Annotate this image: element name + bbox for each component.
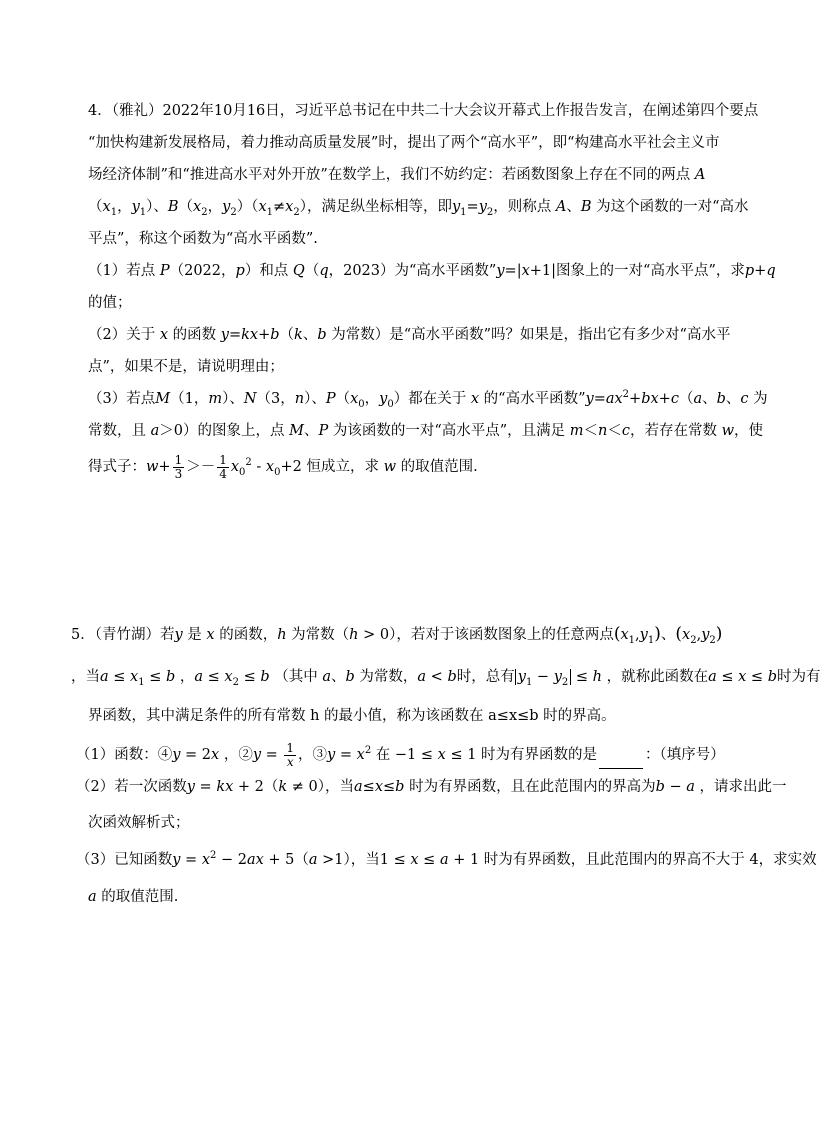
q5-text: 时，总有: [456, 669, 515, 685]
q4-text: “加快构建新发展格局，着力推动高质量发展”时，提出了两个“高水平”，即“构建高水平社会主义市: [88, 135, 720, 151]
q4-sub2: （2）关于 x 的函数 y=kx+b（k、b 为常数）是“高水平函数”吗？如果是，指出它有多少对“高水平: [88, 327, 731, 343]
q4-text: ，使: [734, 423, 764, 439]
q5-text: 的函数，: [219, 627, 278, 643]
q4-text: 为常数）是“高水平函数”吗？如果是，指出它有多少对“高水平: [331, 327, 731, 343]
q4-text: 2022年10月16日，习近平总书记在中共二十大会议开幕式上作报告发言，在阐述第四个要点: [162, 103, 759, 119]
fraction-one-quarter: $\frac{1}{4}$: [219, 452, 227, 481]
q5-text: 时为有界函数，且在此范围内的界高为: [409, 779, 656, 795]
q4-sub1-cont: [88, 293, 132, 313]
math-var: A: [694, 167, 706, 183]
fraction-one-over-x: $\frac{1}{x}$: [286, 740, 295, 769]
q5-text: ，请求出此一: [699, 779, 787, 795]
q5-text: ，就称此函数在: [606, 669, 709, 685]
q5-text: 界函数，其中满足条件的所有常数 h 的最小值，称为该函数在 a≤x≤b 时的界高。: [88, 708, 616, 724]
q4-sub3-cont2: 得式子：w+ $\frac{1}{3}$ ＞－ $\frac{1}{4}$ $x_0^2 - x_0+2$ 恒成立，求 w 的取值范围.: [88, 452, 478, 481]
q4-text: 点”，如果不是，请说明理由；: [88, 359, 284, 375]
q4-text: 恒成立，求: [306, 459, 379, 475]
q5-text: （3）已知函数: [76, 852, 173, 868]
q4-text: 图象上的一对“高水平点”，求: [556, 263, 745, 279]
q5-text: ，当: [71, 669, 100, 685]
q5-text: 在: [375, 747, 391, 763]
q5-line-2: ，当$a \le x_1 \le b$ ，$a \le x_2 \le b$ （其中 a、b 为常数，a < b时，总有 $y_1 - y_2 \le h$ ，就称此函数在a ≤ x ≤ b时为有: [71, 669, 821, 688]
q4-text: （3）若点: [88, 391, 156, 407]
q4-sub3-cont1: 常数，且 a＞0）的图象上，点 M、P 为该函数的一对“高水平点”，且满足 m＜n＜c，若存在常数 w，使: [88, 423, 764, 439]
q5-sub2-cont: [88, 813, 190, 833]
q4-text: （2）关于: [88, 327, 156, 343]
answer-blank[interactable]: [599, 754, 643, 769]
q5-sub3-cont: a 的取值范围.: [88, 889, 179, 905]
q4-text: 的取值范围.: [400, 459, 478, 475]
q5-text: ，当: [325, 779, 355, 795]
q4-line-2: [88, 133, 720, 153]
q5-text: （其中: [274, 669, 318, 685]
q5-text: （2）若一次函数: [76, 779, 187, 795]
q5-text: 的取值范围.: [101, 889, 179, 905]
q5-line-3: [88, 706, 616, 726]
q5-text: ，③: [298, 747, 328, 763]
q4-sub1: （1）若点 P（2022，p）和点 Q（q，2023）为“高水平函数”y=|x+1|图象上的一对“高水平点”，求p+q: [88, 263, 776, 279]
q4-text: 的值；: [88, 295, 132, 311]
q4-text: 常数，且: [88, 423, 146, 439]
q4-text: 为“高水平函数”: [394, 263, 497, 279]
q5-text: ，若对于该函数图象上的任意两点: [396, 627, 614, 643]
q5-text: 时为有界函数，且此范围内的界高不大于 4，求实效: [483, 852, 817, 868]
fraction-one-third: $\frac{1}{3}$: [174, 452, 183, 481]
q4-sub3: （3）若点M（1，m）、N（3，n）、$P(x_0$，$y_0$）都在关于 x 的“高水平函数$”y=ax^2+bx+c(a$、b、c 为: [88, 389, 768, 410]
q5-text: 时为有: [777, 669, 821, 685]
q4-line-1: [88, 101, 758, 121]
q5-text: 为常数: [291, 627, 335, 643]
q4-number: 4．: [88, 103, 112, 119]
q4-text: （1）若点: [88, 263, 156, 279]
q4-sub2-cont: [88, 357, 284, 377]
q4-text: ，若存在常数: [630, 423, 717, 439]
q4-text: 为: [753, 391, 768, 407]
q5-number: 5．: [71, 627, 95, 643]
q5-line-1: 5．（青竹湖）若y 是 x 的函数，h 为常数（h > 0），若对于该函数图象上的任意两点$(x_1,y_1)$、$(x_2,y_2)$: [71, 624, 723, 646]
q5-text: （1）函数：④: [76, 747, 173, 763]
q4-text: 的“高水平函数”: [483, 391, 586, 407]
q4-text: 的函数: [172, 327, 217, 343]
q4-text: 场经济体制”和“推进高水平对外开放”在数学上，我们不妨约定：若函数图象上存在不同的两点: [88, 167, 691, 183]
q5-text: 是: [187, 627, 202, 643]
q4-text: 都在关于: [408, 391, 467, 407]
q5-sub1: （1）函数：④y = 2x ，②y = $\frac{1}{x}$ ，③y = $x^2$ 在 −1 ≤ x ≤ 1 时为有界函数的是 ：（填序号）: [76, 740, 725, 769]
q5-text: ，②: [223, 747, 253, 763]
q5-text: 时为有界函数的是: [481, 747, 598, 763]
q5-text: ：（填序号）: [645, 747, 725, 763]
q5-text: ，当: [350, 852, 380, 868]
q4-text: 的图象上，点: [197, 423, 285, 439]
q4-text: 为该函数的一对“高水平点”，且满足: [332, 423, 566, 439]
q4-line-4: （$x_1$，$y_1$）、$B(x_2$，$y_2)(x_1\ne x_2)$，满足纵坐标相等，即$y_1=y_2$，则称点 A、B 为这个函数的一对“高水: [88, 199, 749, 218]
q5-text: 若: [159, 627, 175, 643]
q4-text: 得式子：: [88, 459, 146, 475]
q4-line-5: [88, 229, 318, 249]
q4-text: 和点: [259, 263, 289, 279]
q5-source: （青竹湖）: [94, 627, 160, 643]
q5-text: 为常数，: [359, 669, 418, 685]
q5-sub2: （2）若一次函数y = kx + 2（k ≠ 0），当a≤x≤b 时为有界函数，且在此范围内的界高为b − a ，请求出此一: [76, 779, 787, 795]
q5-sub3: （3）已知函数$y = x^2 - 2ax + 5(a >1)$，当1 ≤ x ≤ a + 1 时为有界函数，且此范围内的界高不大于 4，求实效: [76, 850, 817, 868]
q4-source: （雅礼）: [111, 103, 163, 119]
q5-text: 次函效解析式；: [88, 815, 190, 831]
q4-line-3: [88, 165, 705, 185]
q4-text: 平点”，称这个函数为“高水平函数”.: [88, 231, 318, 247]
